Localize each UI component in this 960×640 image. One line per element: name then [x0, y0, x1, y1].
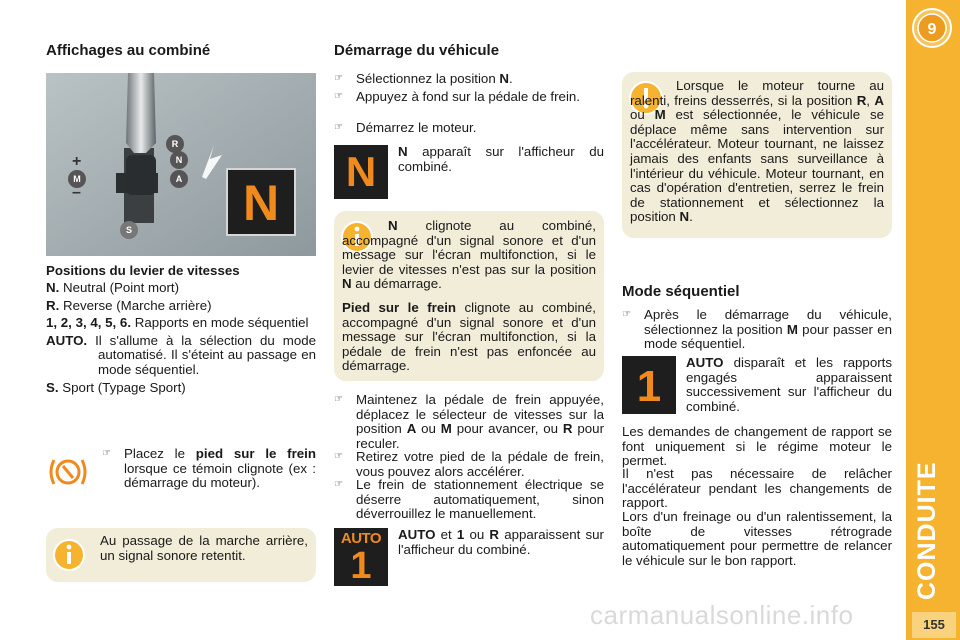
bullet-icon: ☞ [334, 91, 343, 102]
brake-warning-icon [48, 452, 88, 492]
position-item [46, 381, 316, 396]
display-n [226, 168, 296, 236]
step-item: ☞ Retirez votre pied de la pédale de frein, vous pouvez alors accélérer. [334, 449, 604, 479]
bullet-icon: ☞ [102, 448, 111, 459]
display-digit: N [345, 148, 377, 195]
position-text: Sport (Typage Sport) [62, 379, 186, 395]
n-appears-text: N apparaît sur l'afficheur du combiné. [398, 144, 604, 174]
display-auto-label: AUTO [340, 530, 382, 547]
info-para-1: N clignote au combiné, accompagné d'un signal sonore et d'un message sur l'écran multifonction, si le levier de vitesses n'est pas sur la position N au démarrage. [342, 218, 596, 292]
display-digit: 1 [350, 545, 372, 587]
positions-list [46, 281, 316, 395]
gear-label-plus: + [72, 153, 82, 170]
gear-label-minus: – [72, 184, 81, 201]
display-auto-1 [334, 528, 388, 586]
bullet-icon: ☞ [622, 309, 631, 320]
position-key: S. [46, 379, 59, 395]
position-item [46, 299, 316, 314]
info-icon [52, 538, 86, 572]
step-item: ☞ Sélectionnez la position N. [334, 71, 513, 86]
gear-label-s: S [120, 221, 138, 239]
paragraph: Les demandes de changement de rapport se font uniquement si le régime moteur le permet. [622, 424, 892, 469]
position-text: Rapports en mode séquentiel [134, 315, 309, 331]
position-item [46, 334, 316, 378]
position-text: Neutral (Point mort) [63, 280, 180, 295]
bullet-icon: ☞ [334, 479, 343, 490]
section-title-displays: Affichages au combiné [46, 42, 211, 59]
paragraph: Il n'est pas nécessaire de relâcher l'accélérateur pendant les changements de rapport. [622, 466, 892, 511]
info-para-2: Pied sur le frein clignote au combiné, accompagné d'un signal sonore et d'un message sur l'écran multifonction, si la pédale de frein n'est pas enfoncée au démarrage. [342, 300, 596, 374]
page-number: 155 [912, 612, 956, 638]
position-item [46, 316, 316, 331]
display-1 [622, 356, 676, 414]
gear-label-r: R [166, 135, 184, 153]
gear-label-m: M [68, 170, 86, 188]
flash-arrow-icon [196, 141, 226, 181]
warning-text: Lorsque le moteur tourne au ralenti, freins desserrés, si la position R, A ou M est sélectionnée, le véhicule se déplace même sans intervention sur l'accélérateur. Moteur tournant, ne laissez jamais des enfants sans surveillance à l'intérieur du véhicule. Moteur tournant, en cas d'opération d'entretien, serrez le frein de stationnement et sélectionnez la position N. [630, 78, 885, 225]
chapter-badge-icon [910, 6, 954, 50]
position-text: Reverse (Marche arrière) [63, 297, 212, 313]
bullet-icon: ☞ [334, 451, 343, 462]
bullet-icon: ☞ [334, 122, 343, 133]
position-text: Il s'allume à la sélection du mode automatisé. Il s'éteint au passage en mode séquentiel. [95, 332, 316, 377]
sidebar-label: CONDUITE [913, 461, 941, 600]
reverse-note: Au passage de la marche arrière, un signal sonore retentit. [100, 533, 308, 563]
bullet-icon: ☞ [334, 394, 343, 405]
position-item [46, 281, 316, 296]
step-item: ☞ Après le démarrage du véhicule, sélectionnez la position M pour passer en mode séquentiel. [622, 307, 892, 352]
position-key: R. [46, 297, 60, 313]
gear-label-a: A [170, 170, 188, 188]
step-item: ☞ Démarrez le moteur. [334, 120, 477, 135]
gear-label-n: N [170, 151, 188, 169]
gear-lever-image [46, 73, 316, 256]
auto-note: AUTO et 1 ou R apparaissent sur l'afficheur du combiné. [398, 527, 604, 557]
watermark: carmanualsonline.info [590, 600, 854, 630]
paragraph: Lors d'un freinage ou d'un ralentissement, la boîte de vitesses rétrograde automatiquement pour permettre de relancer le véhicule sur le bon rapport. [622, 509, 892, 568]
position-key: 1, 2, 3, 4, 5, 6. [46, 315, 132, 331]
step-item: ☞ Appuyez à fond sur la pédale de frein. [334, 89, 580, 104]
auto-disappears-text: AUTO disparaît et les rapports engagés apparaissent successivement sur l'afficheur du combiné. [686, 355, 892, 414]
bullet-icon: ☞ [334, 73, 343, 84]
section-title-start: Démarrage du véhicule [334, 42, 500, 59]
chapter-number: 9 [927, 21, 937, 38]
brake-note: ☞ Placez le pied sur le frein lorsque ce témoin clignote (ex : démarrage du moteur). [102, 446, 316, 491]
section-title-sequential: Mode séquentiel [622, 283, 740, 300]
display-n-letter: N [242, 175, 280, 231]
step-item: ☞ Le frein de stationnement électrique se déserre automatiquement, sinon déverrouillez le manuellement. [334, 477, 604, 522]
position-key: N. [46, 280, 60, 295]
positions-title: Positions du levier de vitesses [46, 263, 240, 278]
step-item: ☞ Maintenez la pédale de frein appuyée, déplacez le sélecteur de vitesses sur la position A ou M pour avancer, ou R pour reculer. [334, 392, 604, 451]
position-key: AUTO. [46, 332, 88, 348]
display-n-small [334, 145, 388, 199]
display-digit: 1 [636, 362, 662, 411]
